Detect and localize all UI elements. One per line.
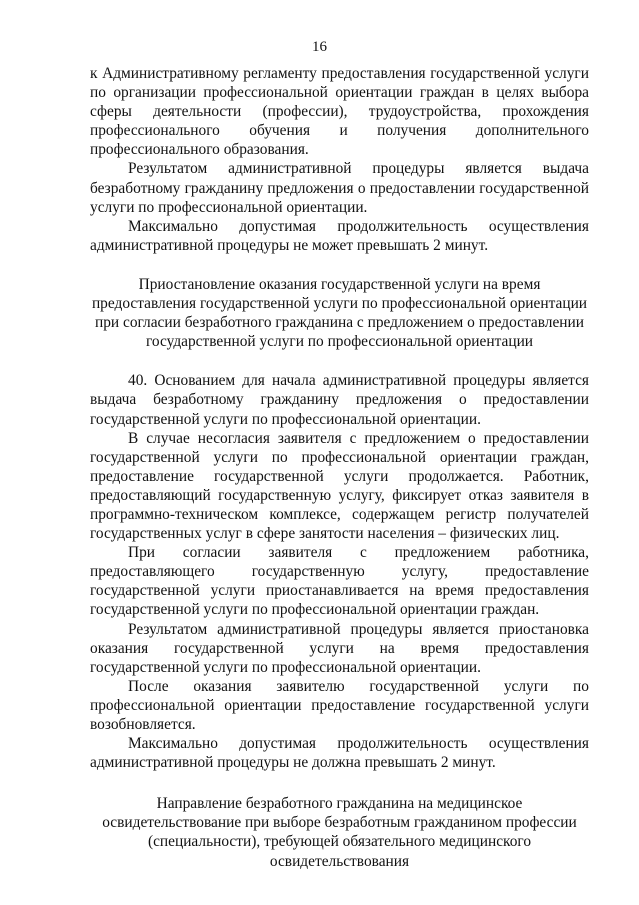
paragraph-result-suspension: Результатом административной процедуры является приостановка оказания государственной услуги на время предоставления государственной услуги по профессиональной ориентации. [90, 620, 589, 676]
heading-line: (специальности), требующей обязательного медицинского [147, 833, 532, 851]
heading-line: освидетельствование при выборе безработным гражданином профессии [102, 814, 577, 832]
paragraph-agreement: При согласии заявителя с предложением работника, предоставляющего государственную услугу, предоставление государственной услуги приостанавливается на время предоставления государственной услуги по профессиональной ориентации граждан. [90, 544, 589, 619]
section-heading-suspension [90, 275, 589, 351]
heading-line: Направление безработного гражданина на медицинское [156, 795, 523, 813]
page-number: 16 [312, 39, 327, 55]
document-body [90, 64, 589, 871]
paragraph-disagreement: В случае несогласия заявителя с предложением о предоставлении государственной услуги по профессиональной ориентации граждан, предоставление государственной услуги продолжается. Работник, предоставляющий государственную услугу, фиксирует отказ заявителя в программно-техническом комплексе, содержащем регистр получателей государственных услуг в сфере занятости населения – физических лиц. [90, 429, 589, 543]
paragraph-max-duration-2: Максимально допустимая продолжительность осуществления административной процедуры не должна превышать 2 минут. [90, 735, 589, 772]
heading-line: Приостановление оказания государственной услуги на время [138, 275, 541, 293]
paragraph-resumption: После оказания заявителю государственной услуги по профессиональной ориентации предоставление государственной услуги возобновляется. [90, 677, 589, 733]
paragraph-regulation-reference: к Административному регламенту предоставления государственной услуги по организации профессиональной ориентации граждан в целях выбора сферы деятельности (профессии), трудоустройства, прохождения профессионального обучения и получения дополнительного профессионального образования. [90, 65, 589, 159]
heading-line: освидетельствования [269, 852, 410, 870]
heading-line: государственной услуги по профессиональной ориентации [145, 333, 534, 351]
section-heading-medical-referral [90, 794, 589, 870]
paragraph-max-duration-1: Максимально допустимая продолжительность осуществления административной процедуры не может превышать 2 минут. [90, 217, 589, 254]
paragraph-40-basis: 40. Основанием для начала административной процедуры является выдача безработному гражданину предложения о предоставлении государственной услуги по профессиональной ориентации. [90, 372, 589, 428]
paragraph-result-offer: Результатом административной процедуры является выдача безработному гражданину предложения о предоставлении государственной услуги по профессиональной ориентации. [90, 160, 589, 216]
heading-line: предоставления государственной услуги по профессиональной ориентации [91, 295, 588, 313]
heading-line: при согласии безработного гражданина с предложением о предоставлении [94, 314, 585, 332]
